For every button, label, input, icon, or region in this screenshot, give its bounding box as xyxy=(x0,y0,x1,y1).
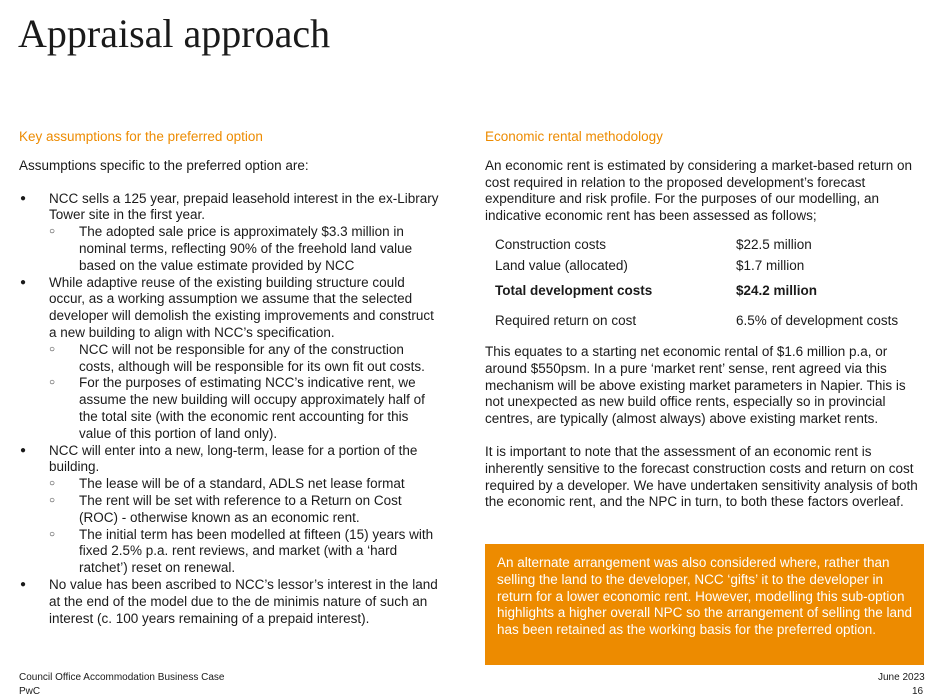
sub-assumption-item: ○ For the purposes of estimating NCC’s indicative rent, we assume the new building will occupy approximately half of the total site (with the economic rent accounting for this value of this portion of land only). xyxy=(49,375,439,442)
cost-label: Land value (allocated) xyxy=(495,258,628,274)
cost-row-total xyxy=(495,281,925,302)
sub-assumption-item: ○ The initial term has been modelled at fifteen (15) years with fixed 2.5% p.a. rent reviews, and market (with a ‘hard ratchet’) reset on renewal. xyxy=(49,527,439,577)
economic-rent-paragraph: This equates to a starting net economic rental of $1.6 million p.a, or around $550psm. In a pure ‘market rent’ sense, rent agreed via this mechanism will be above existing market parameters in Napier. This is not unexpected as new build office rents, especially so in provincial centres, are typically (almost always) above existing market rents. xyxy=(485,343,906,427)
assumption-item xyxy=(19,191,439,275)
sub-assumptions-list xyxy=(49,342,439,443)
cost-value: $24.2 million xyxy=(736,283,818,299)
economic-rental-heading: Economic rental methodology xyxy=(485,129,663,144)
sensitivity-paragraph: It is important to note that the assessment of an economic rent is inherently sensitive to the forecast construction costs and return on cost required by a developer. We have undertaken sensitivity analysis of both the economic rent, and the NPC in turn, to both these factors overleaf. xyxy=(485,443,918,510)
sub-assumption-item: ○ The rent will be set with reference to a Return on Cost (ROC) - otherwise known as an economic rent. xyxy=(49,493,439,527)
cost-row-land xyxy=(495,256,925,277)
assumption-text: NCC sells a 125 year, prepaid leasehold interest in the ex-Library Tower site in the first year. xyxy=(49,190,439,223)
assumption-text: NCC will enter into a new, long-term, lease for a portion of the building. xyxy=(49,442,418,475)
footer-date: June 2023 xyxy=(878,672,925,683)
cost-label: Total development costs xyxy=(495,283,653,299)
assumptions-intro: Assumptions specific to the preferred option are: xyxy=(19,157,309,173)
key-assumptions-heading: Key assumptions for the preferred option xyxy=(19,129,263,144)
footer-company: PwC xyxy=(19,686,41,697)
alternate-arrangement-callout: An alternate arrangement was also considered where, rather than selling the land to the developer, NCC ‘gifts’ it to the developer in return for a lower economic rent. However, modelling this sub-option highlights a higher overall NPC so the arrangement of selling the land has been retained as the working basis for the preferred option. xyxy=(485,544,924,665)
development-costs-table xyxy=(495,235,925,332)
assumptions-list xyxy=(19,191,439,628)
footer-document-title: Council Office Accommodation Business Case xyxy=(19,672,225,683)
assumption-item xyxy=(19,275,439,443)
cost-value: $1.7 million xyxy=(736,258,805,274)
cost-value: 6.5% of development costs xyxy=(736,313,899,329)
assumption-text: No value has been ascribed to NCC’s lessor’s interest in the land at the end of the model due to the de minimis nature of such an interest (c. 100 years remaining of a prepaid interest). xyxy=(49,576,438,626)
cost-row-construction xyxy=(495,235,925,256)
page-title: Appraisal approach xyxy=(18,11,331,56)
footer-page-number: 16 xyxy=(912,686,924,697)
assumption-item xyxy=(19,577,439,627)
sub-assumptions-list xyxy=(49,224,439,274)
sub-assumption-item: ○ The adopted sale price is approximately $3.3 million in nominal terms, reflecting 90% of the freehold land value based on the value estimate provided by NCC xyxy=(49,224,439,274)
assumption-text: While adaptive reuse of the existing building structure could occur, as a working assumption we assume that the selected developer will demolish the existing improvements and construct a new building to align with NCC’s specification. xyxy=(49,274,434,340)
economic-rental-section xyxy=(485,129,925,511)
sub-assumptions-list xyxy=(49,476,439,577)
cost-row-return xyxy=(495,311,925,332)
cost-value: $22.5 million xyxy=(736,237,812,253)
assumption-item xyxy=(19,443,439,577)
methodology-paragraph: An economic rent is estimated by considering a market-based return on cost required in relation to the proposed development’s forecast expenditure and risk profile. For the purposes of our modelling, an indicative economic rent has been assessed as follows; xyxy=(485,157,912,224)
sub-assumption-item: ○ NCC will not be responsible for any of the construction costs, although will be responsible for its own fit out costs. xyxy=(49,342,439,376)
cost-label: Construction costs xyxy=(495,237,607,253)
key-assumptions-section xyxy=(19,129,439,627)
sub-assumption-item: ○ The lease will be of a standard, ADLS net lease format xyxy=(49,476,439,493)
cost-label: Required return on cost xyxy=(495,313,637,329)
